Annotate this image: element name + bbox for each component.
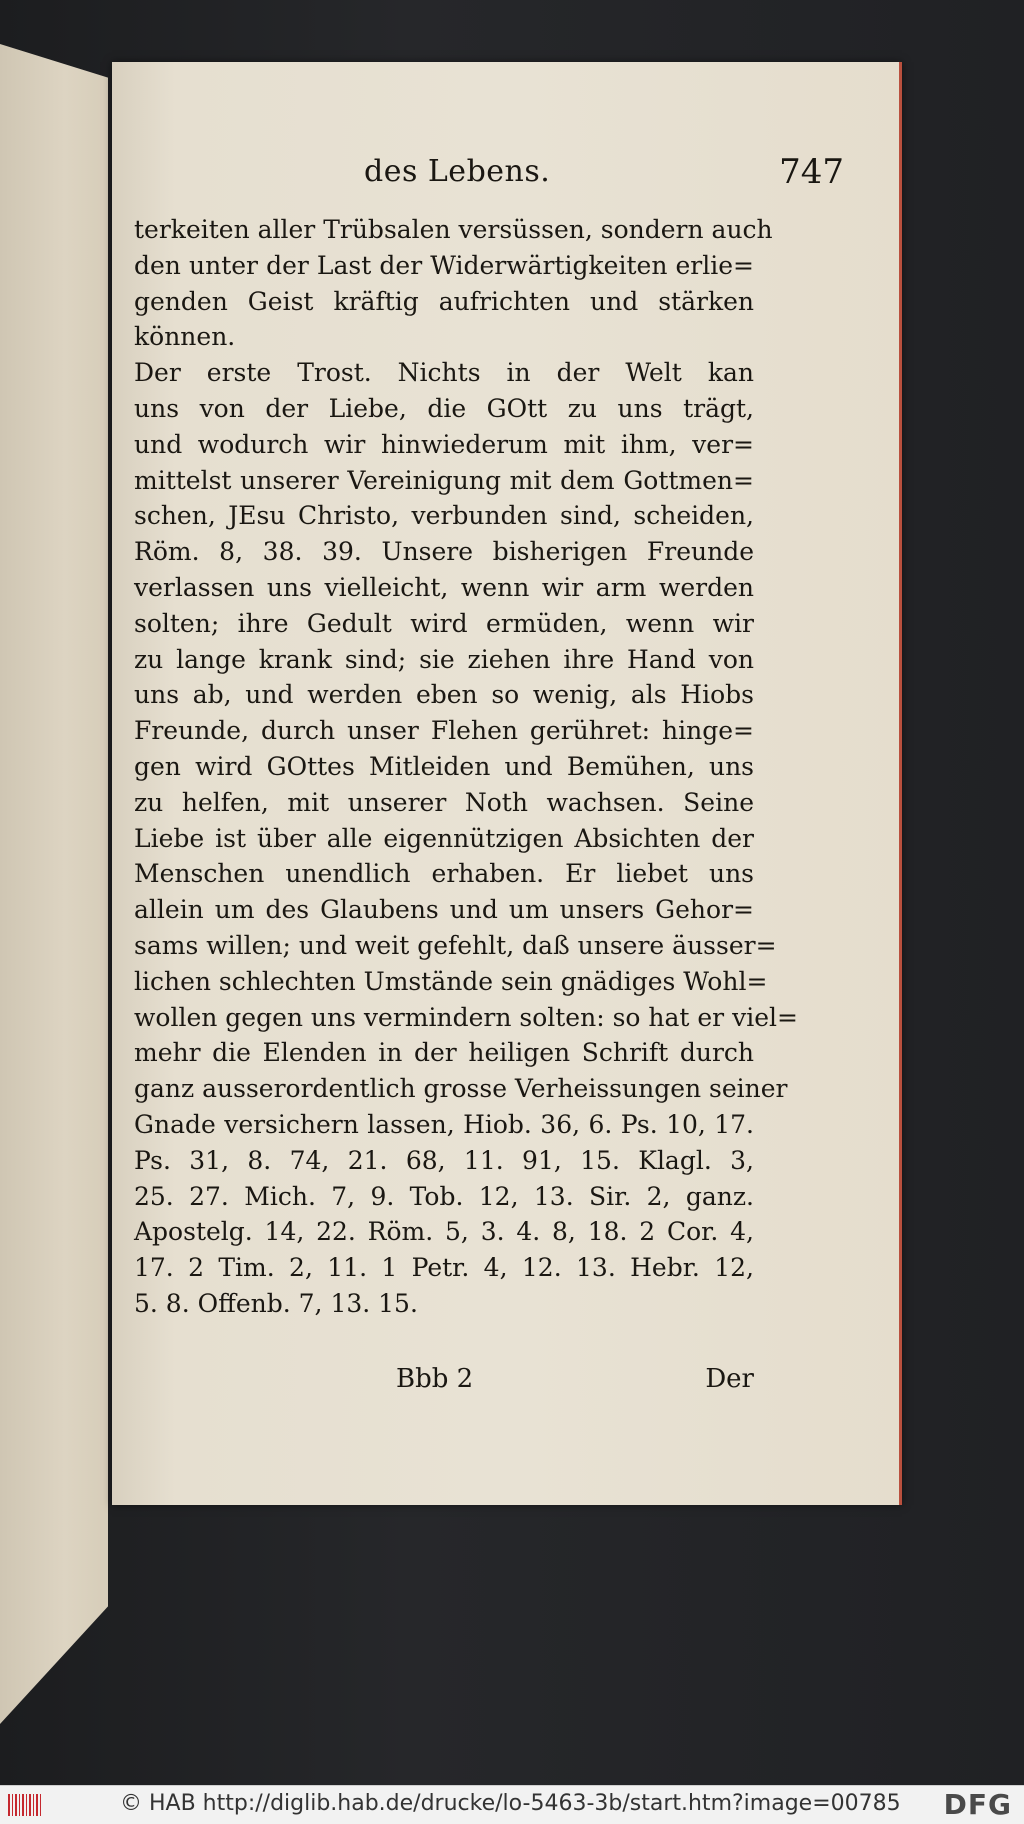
text-line: zu lange krank sind; sie ziehen ihre Hand von — [134, 644, 754, 674]
text-line: Apostelg. 14, 22. Röm. 5, 3. 4. 8, 18. 2 Cor. 4, — [134, 1217, 754, 1247]
text-line: 25. 27. Mich. 7, 9. Tob. 12, 13. Sir. 2, ganz. — [134, 1181, 754, 1211]
text-line: solten; ihre Gedult wird ermüden, wenn wir — [134, 608, 754, 638]
text-line: uns ab, und werden eben so wenig, als Hiobs — [134, 680, 754, 710]
running-title: des Lebens. — [364, 154, 551, 189]
book-page — [112, 62, 902, 1505]
body-text — [134, 212, 798, 1322]
text-line: terkeiten aller Trübsalen versüssen, sondern auch — [134, 215, 773, 244]
text-line: Freunde, durch unser Flehen gerühret: hinge= — [134, 716, 754, 746]
text-line: Der erste Trost. Nichts in der Welt kan — [134, 358, 754, 388]
text-line: können. — [134, 322, 236, 352]
text-line: verlassen uns vielleicht, wenn wir arm werden — [134, 572, 754, 602]
text-line: sams willen; und weit gefehlt, daß unsere äusser= — [134, 930, 777, 960]
text-line: Ps. 31, 8. 74, 21. 68, 11. 91, 15. Klagl. 3, — [134, 1145, 754, 1175]
text-line: mehr die Elenden in der heiligen Schrift durch — [134, 1038, 754, 1068]
text-line: 17. 2 Tim. 2, 11. 1 Petr. 4, 12. 13. Hebr. 12, — [134, 1253, 754, 1283]
text-line: allein um des Glaubens und um unsers Gehor= — [134, 895, 754, 925]
text-line: zu helfen, mit unserer Noth wachsen. Seine — [134, 787, 754, 817]
text-line: schen, JEsu Christo, verbunden sind, scheiden, — [134, 501, 754, 531]
text-line: mittelst unserer Vereinigung mit dem Gottmen= — [134, 465, 754, 495]
text-line: genden Geist kräftig aufrichten und stärken — [134, 286, 754, 316]
text-line: gen wird GOttes Mitleiden und Bemühen, uns — [134, 751, 754, 781]
page-header — [112, 154, 902, 198]
dfg-logo: DFG — [943, 1788, 1012, 1821]
text-line: Röm. 8, 38. 39. Unsere bisherigen Freunde — [134, 537, 754, 567]
text-line: 5. 8. Offenb. 7, 13. 15. — [134, 1288, 418, 1318]
page-number: 747 — [779, 152, 844, 192]
catchword: Der — [705, 1364, 754, 1394]
text-line: uns von der Liebe, die GOtt zu uns trägt, — [134, 393, 754, 423]
page-foot — [134, 1364, 754, 1404]
text-line: wollen gegen uns vermindern solten: so hat er viel= — [134, 1002, 798, 1032]
text-line: Gnade versichern lassen, Hiob. 36, 6. Ps. 10, 17. — [134, 1109, 754, 1139]
previous-page-edge — [0, 44, 108, 1724]
footer-bar — [0, 1785, 1024, 1824]
text-line: und wodurch wir hinwiederum mit ihm, ver= — [134, 429, 754, 459]
text-line: Liebe ist über alle eigennützigen Absichten der — [134, 823, 754, 853]
barcode-icon — [8, 1794, 42, 1816]
copyright-link-text: © HAB http://diglib.hab.de/drucke/lo-5463-3b/start.htm?image=00785 — [120, 1791, 901, 1816]
text-line: lichen schlechten Umstände sein gnädiges Wohl= — [134, 966, 768, 996]
signature-mark: Bbb 2 — [396, 1364, 474, 1394]
text-line: ganz ausserordentlich grosse Verheissungen seiner — [134, 1074, 788, 1104]
text-line: den unter der Last der Widerwärtigkeiten erlie= — [134, 250, 754, 280]
text-line: Menschen unendlich erhaben. Er liebet uns — [134, 859, 754, 889]
